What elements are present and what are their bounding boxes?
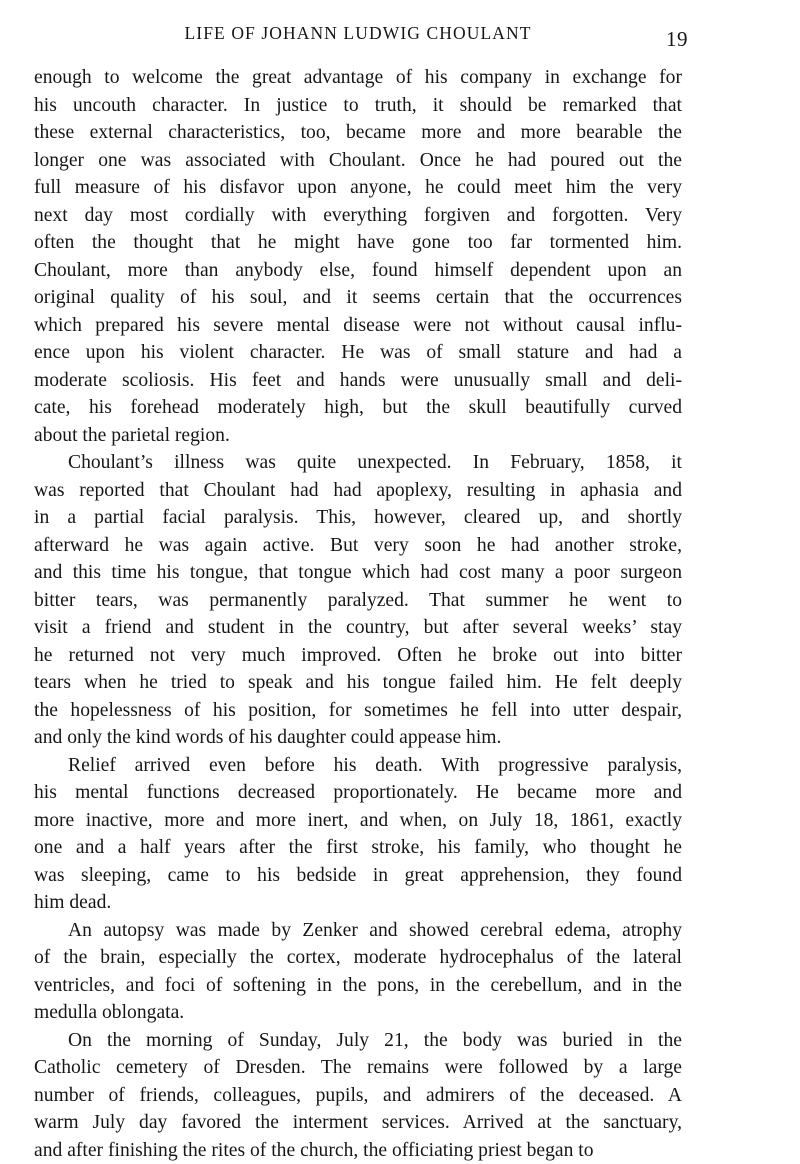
paragraph	[34, 449, 682, 752]
text-line: On the morning of Sunday, July 21, the body was buried in the	[34, 1027, 682, 1055]
text-line: Choulant’s illness was quite unexpected. In February, 1858, it	[34, 449, 682, 477]
body-text	[34, 64, 682, 1164]
text-line: enough to welcome the great advantage of his company in exchange for	[34, 64, 682, 92]
text-line: visit a friend and student in the country, but after several weeks’ stay	[34, 614, 682, 642]
text-line: medulla oblongata.	[34, 999, 682, 1027]
text-line: and this time his tongue, that tongue which had cost many a poor surgeon	[34, 559, 682, 587]
text-line: of the brain, especially the cortex, moderate hydrocephalus of the lateral	[34, 944, 682, 972]
running-title: LIFE OF JOHANN LUDWIG CHOULANT	[34, 23, 682, 44]
paragraph	[34, 917, 682, 1027]
text-line: number of friends, colleagues, pupils, and admirers of the deceased. A	[34, 1082, 682, 1110]
text-line: bitter tears, was permanently paralyzed. That summer he went to	[34, 587, 682, 615]
paragraph	[34, 64, 682, 449]
text-line: Relief arrived even before his death. With progressive paralysis,	[34, 752, 682, 780]
text-line: Catholic cemetery of Dresden. The remains were followed by a large	[34, 1054, 682, 1082]
text-line: in a partial facial paralysis. This, however, cleared up, and shortly	[34, 504, 682, 532]
text-line: and after finishing the rites of the church, the officiating priest began to	[34, 1137, 682, 1164]
text-line: cate, his forehead moderately high, but the skull beautifully curved	[34, 394, 682, 422]
text-line: he returned not very much improved. Often he broke out into bitter	[34, 642, 682, 670]
text-line: which prepared his severe mental disease were not without causal influ-	[34, 312, 682, 340]
text-line: tears when he tried to speak and his tongue failed him. He felt deeply	[34, 669, 682, 697]
text-line: often the thought that he might have gone too far tormented him.	[34, 229, 682, 257]
running-head	[34, 23, 682, 51]
text-line: his uncouth character. In justice to truth, it should be remarked that	[34, 92, 682, 120]
paragraph	[34, 1027, 682, 1164]
text-line: afterward he was again active. But very soon he had another stroke,	[34, 532, 682, 560]
text-line: An autopsy was made by Zenker and showed cerebral edema, atrophy	[34, 917, 682, 945]
text-line: longer one was associated with Choulant. Once he had poured out the	[34, 147, 682, 175]
text-line: full measure of his disfavor upon anyone, he could meet him the very	[34, 174, 682, 202]
text-line: about the parietal region.	[34, 422, 682, 450]
text-line: his mental functions decreased proportionately. He became more and	[34, 779, 682, 807]
text-line: these external characteristics, too, became more and more bearable the	[34, 119, 682, 147]
paragraph	[34, 752, 682, 917]
text-line: next day most cordially with everything forgiven and forgotten. Very	[34, 202, 682, 230]
text-line: moderate scoliosis. His feet and hands were unusually small and deli-	[34, 367, 682, 395]
text-line: was reported that Choulant had had apoplexy, resulting in aphasia and	[34, 477, 682, 505]
text-line: was sleeping, came to his bedside in great apprehension, they found	[34, 862, 682, 890]
page-number: 19	[666, 27, 688, 52]
text-line: the hopelessness of his position, for sometimes he fell into utter despair,	[34, 697, 682, 725]
text-line: and only the kind words of his daughter could appease him.	[34, 724, 682, 752]
text-line: ence upon his violent character. He was of small stature and had a	[34, 339, 682, 367]
text-line: warm July day favored the interment services. Arrived at the sanctuary,	[34, 1109, 682, 1137]
text-line: original quality of his soul, and it seems certain that the occurrences	[34, 284, 682, 312]
text-line: him dead.	[34, 889, 682, 917]
text-line: Choulant, more than anybody else, found himself dependent upon an	[34, 257, 682, 285]
text-line: ventricles, and foci of softening in the pons, in the cerebellum, and in the	[34, 972, 682, 1000]
text-line: one and a half years after the first stroke, his family, who thought he	[34, 834, 682, 862]
text-line: more inactive, more and more inert, and when, on July 18, 1861, exactly	[34, 807, 682, 835]
